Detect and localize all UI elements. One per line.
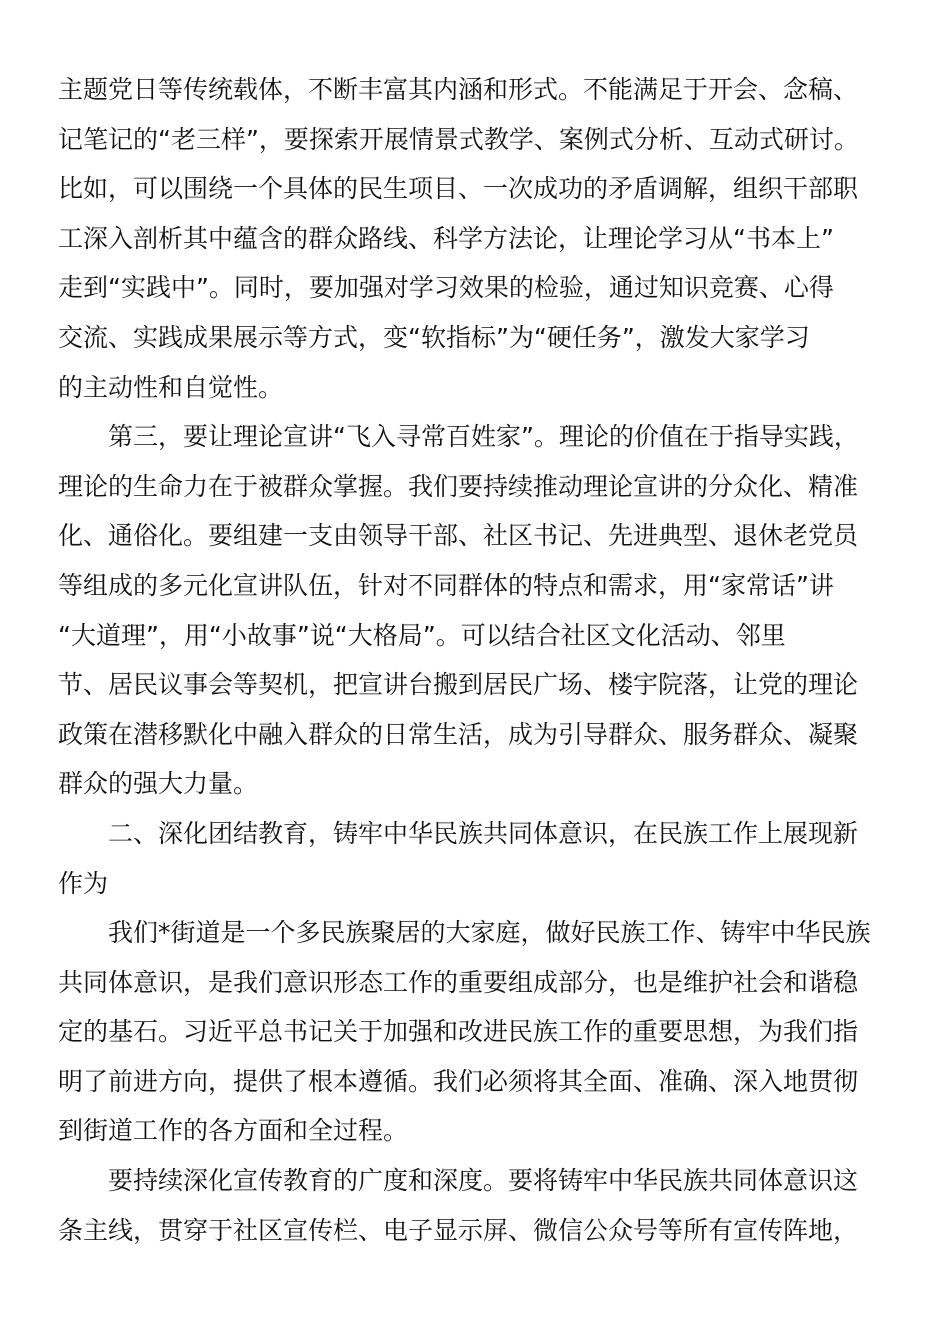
text-line: 要持续深化宣传教育的广度和深度。要将铸牢中华民族共同体意识这 <box>108 1166 859 1196</box>
text-line: 作为 <box>58 868 109 898</box>
paragraph <box>58 65 888 412</box>
text-line: 比如，可以围绕一个具体的民生项目、一次成功的矛盾调解，组织干部职 <box>58 174 859 204</box>
text-line: 等组成的多元化宣讲队伍，针对不同群体的特点和需求，用“家常话”讲 <box>58 570 834 600</box>
text-line: 我们*街道是一个多民族聚居的大家庭，做好民族工作、铸牢中华民族 <box>108 918 871 948</box>
text-line: 主题党日等传统载体，不断丰富其内涵和形式。不能满足于开会、念稿、 <box>58 75 859 104</box>
text-line: 条主线，贯穿于社区宣传栏、电子显示屏、微信公众号等所有宣传阵地， <box>58 1215 859 1245</box>
text-line: 到街道工作的各方面和全过程。 <box>58 1116 409 1146</box>
text-line: 第三，要让理论宣讲“飞入寻常百姓家”。理论的价值在于指导实践， <box>108 422 859 452</box>
text-line: 定的基石。习近平总书记关于加强和改进民族工作的重要思想，为我们指 <box>58 1017 859 1047</box>
text-line: 记笔记的“老三样”，要探索开展情景式教学、案例式分析、互动式研讨。 <box>58 124 859 154</box>
text-line: 化、通俗化。要组建一支由领导干部、社区书记、先进典型、退休老党员 <box>58 521 859 551</box>
text-line: 工深入剖析其中蕴含的群众路线、科学方法论，让理论学习从“书本上” <box>58 223 834 253</box>
text-line: 交流、实践成果展示等方式，变“软指标”为“硬任务”，激发大家学习 <box>58 322 810 352</box>
text-line: 走到“实践中”。同时，要加强对学习效果的检验，通过知识竞赛、心得 <box>58 273 834 303</box>
paragraph <box>58 809 888 908</box>
document-body <box>58 65 888 1255</box>
text-line: 共同体意识，是我们意识形态工作的重要组成部分，也是维护社会和谐稳 <box>58 967 859 997</box>
text-line: 群众的强大力量。 <box>58 769 259 799</box>
text-line: 节、居民议事会等契机，把宣讲台搬到居民广场、楼宇院落，让党的理论 <box>58 670 859 700</box>
text-line: 的主动性和自觉性。 <box>58 372 284 402</box>
text-line: 理论的生命力在于被群众掌握。我们要持续推动理论宣讲的分众化、精准 <box>58 471 859 501</box>
text-line: 明了前进方向，提供了根本遵循。我们必须将其全面、准确、深入地贯彻 <box>58 1066 859 1096</box>
paragraph <box>58 412 888 809</box>
text-line: 二、深化团结教育，铸牢中华民族共同体意识，在民族工作上展现新 <box>108 818 859 848</box>
paragraph <box>58 908 888 1156</box>
text-line: “大道理”，用“小故事”说“大格局”。可以结合社区文化活动、邻里 <box>58 620 786 650</box>
paragraph <box>58 1156 888 1255</box>
text-line: 政策在潜移默化中融入群众的日常生活，成为引导群众、服务群众、凝聚 <box>58 719 859 749</box>
